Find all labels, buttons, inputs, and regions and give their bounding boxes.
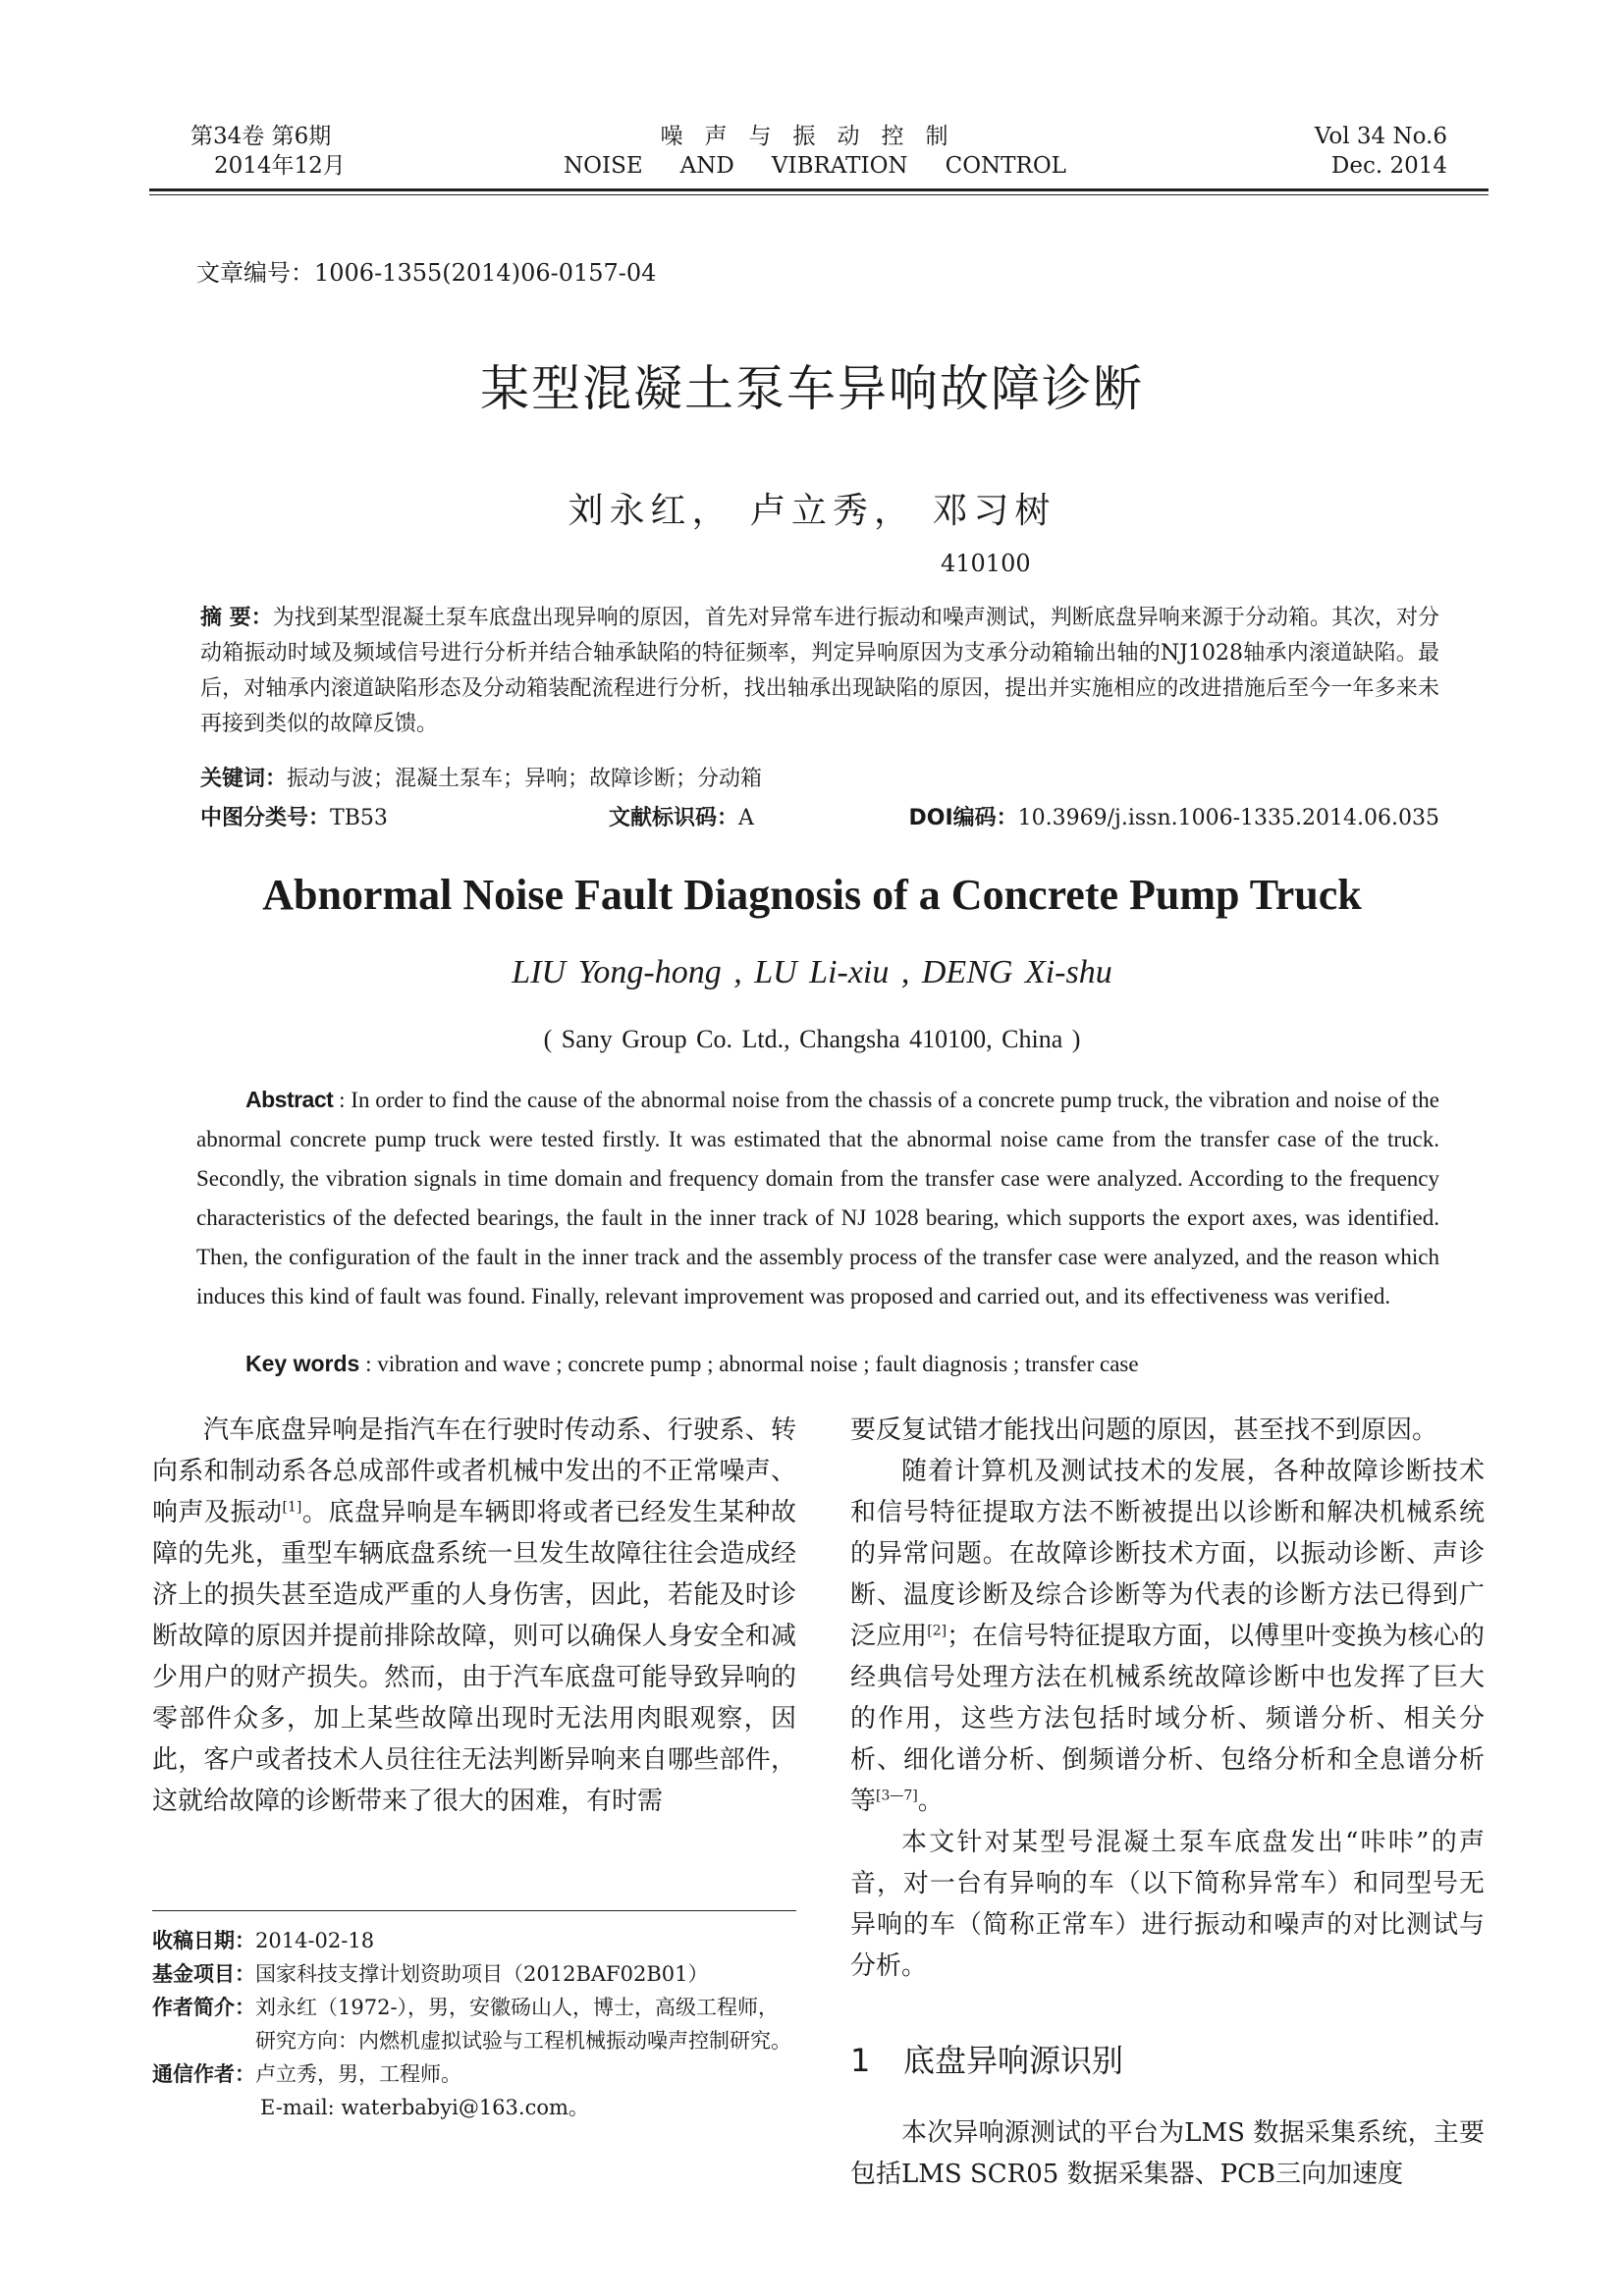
abstract-en-label: Abstract <box>245 1087 334 1112</box>
citation-ref[interactable]: [3—7] <box>876 1788 918 1804</box>
footnote-text: 刘永红（1972-），男，安徽砀山人，博士，高级工程师，研究方向：内燃机虚拟试验与工程机械振动噪声控制研究。 <box>255 1996 791 2053</box>
clc-number <box>200 801 388 831</box>
body-paragraph: 本次异响源测试的平台为LMS 数据采集系统，主要包括LMS SCR05 数据采集器、PCB三向加速度 <box>850 2118 1485 2189</box>
footnote-author-bio <box>152 1991 796 2057</box>
postcode: 410100 <box>941 550 1031 577</box>
abstract-cn <box>200 601 1439 742</box>
keywords-cn <box>200 762 762 792</box>
document-code <box>609 801 754 831</box>
footnote-label: 收稿日期： <box>152 1929 255 1952</box>
paper-title-cn: 某型混凝土泵车异响故障诊断 <box>480 360 1144 417</box>
footnote-funding <box>152 1957 796 1991</box>
section-heading <box>850 2036 1123 2081</box>
journal-name-en-word: AND <box>679 153 734 179</box>
clc-label: 中图分类号： <box>200 806 331 830</box>
body-text: 汽车底盘异响是指汽车在行驶时传动系、行驶系、转向系和制动系各总成部件或者机械中发出的不正常噪声、响声及振动 <box>152 1415 796 1527</box>
body-text: ；在信号特征提取方面，以傅里叶变换为核心的经典信号处理方法在机械系统故障诊断中也发挥了巨大的作用，这些方法包括时域分析、频谱分析、相关分析、细化谱分析、倒频谱分析、包络分析和全息谱分析等 <box>850 1622 1485 1816</box>
authors-en: LIU Yong-hong , LU Li-xiu , DENG Xi-shu <box>512 954 1112 990</box>
clc-value: TB53 <box>330 806 388 830</box>
header-rule-thin <box>149 194 1489 195</box>
journal-name-en-word: CONTROL <box>945 153 1066 179</box>
section-number: 1 <box>850 2042 871 2079</box>
body-text: 。底盘异响是车辆即将或者已经发生某种故障的先兆，重型车辆底盘系统一旦发生故障往往会造成经济上的损失甚至造成严重的人身伤害，因此，若能及时诊断故障的原因并提前排除故障，则可以确保人身安全和减少用户的财产损失。然而，由于汽车底盘可能导致异响的零部件众多，加上某些故障出现时无法用肉眼观察，因此，客户或者技术人员往往无法判断异响来自哪些部件，这就给故障的诊断带来了很大的困难，有时需 <box>152 1498 796 1816</box>
doi-label: DOI编码： <box>908 806 1018 830</box>
footnote-label: 通信作者： <box>152 2062 255 2086</box>
body-text: 。 <box>917 1787 944 1816</box>
footnote-corresponding <box>152 2057 796 2091</box>
body-column-left <box>152 1410 796 1822</box>
journal-name-en-word: NOISE <box>564 153 643 179</box>
keywords-en-text: : vibration and wave ; concrete pump ; abnormal noise ; fault diagnosis ; transfer case <box>359 1352 1139 1376</box>
authors-cn: 刘永红， 卢立秀， 邓习树 <box>568 491 1056 531</box>
journal-volume-info-en <box>1315 122 1447 181</box>
keywords-cn-label: 关键词： <box>200 767 288 791</box>
doi <box>909 801 1440 831</box>
footnote-text: 国家科技支撑计划资助项目（2012BAF02B01） <box>255 1962 709 1986</box>
footnote-text: 2014-02-18 <box>255 1929 375 1952</box>
email-link[interactable]: E-mail: waterbabyi@163.com。 <box>260 2096 589 2119</box>
keywords-en-label: Key words <box>245 1351 360 1376</box>
document-code-value: A <box>738 806 754 830</box>
doi-value: 10.3969/j.issn.1006-1335.2014.06.035 <box>1017 806 1439 830</box>
body-paragraph <box>850 1451 1485 1822</box>
footnote-rule <box>152 1910 796 1911</box>
issue-date-en: Dec. 2014 <box>1330 153 1447 179</box>
journal-name-en <box>550 151 1080 181</box>
abstract-en-text: : In order to find the cause of the abnormal noise from the chassis of a concrete pump truck, the vibration and noise of the abnormal concrete pump truck were tested firstly. It was estimated that the abnormal noise came from the transfer case of the truck. Secondly, the vibration signals in time domain and frequency domain from the transfer case were analyzed. According to the frequency characteristics of the defected bearings, the fault in the inner track of NJ 1028 bearing, which supports the export axes, was identified. Then, the configuration of the fault in the inner track and the assembly process of the transfer case were analyzed, and the reason which induces this kind of fault was found. Finally, relevant improvement was proposed and carried out, and its effectiveness was verified. <box>196 1088 1439 1308</box>
footnote-text: 卢立秀，男，工程师。 <box>255 2062 461 2086</box>
volume-issue: 第34卷 第6期 <box>190 124 332 149</box>
header-rule <box>149 188 1489 191</box>
citation-ref[interactable]: [2] <box>927 1623 947 1639</box>
footnote-received <box>152 1924 796 1957</box>
keywords-cn-text: 振动与波；混凝土泵车；异响；故障诊断；分动箱 <box>287 767 763 791</box>
article-number: 文章编号：1006-1355(2014)06-0157-04 <box>196 259 657 287</box>
body-text: 随着计算机及测试技术的发展，各种故障诊断技术和信号特征提取方法不断被提出以诊断和解决机械系统的异常问题。在故障诊断技术方面，以振动诊断、声诊断、温度诊断及综合诊断等为代表的诊断方法已得到广泛应用 <box>850 1457 1485 1651</box>
journal-volume-info <box>190 122 346 181</box>
footnote-label: 基金项目： <box>152 1962 255 1986</box>
footnote-email <box>152 2091 796 2124</box>
body-column-right <box>850 1410 1485 1987</box>
issue-date-cn: 2014年12月 <box>214 153 346 179</box>
citation-ref[interactable]: [1] <box>282 1499 302 1516</box>
affiliation-en: ( Sany Group Co. Ltd., Changsha 410100, China ) <box>543 1025 1081 1053</box>
journal-name-en-word: VIBRATION <box>771 153 908 179</box>
keywords-en <box>245 1351 1139 1377</box>
section-title-text: 底盘异响源识别 <box>903 2042 1124 2079</box>
footnotes <box>152 1924 796 2124</box>
journal-name <box>550 122 1080 181</box>
abstract-cn-text: 为找到某型混凝土泵车底盘出现异响的原因，首先对异常车进行振动和噪声测试，判断底盘异响来源于分动箱。其次，对分动箱振动时域及频域信号进行分析并结合轴承缺陷的特征频率，判定异响原因为支承分动箱输出轴的NJ1028轴承内滚道缺陷。最后，对轴承内滚道缺陷形态及分动箱装配流程进行分析，找出轴承出现缺陷的原因，提出并实施相应的改进措施后至今一年多来未再接到类似的故障反馈。 <box>200 606 1439 736</box>
body-paragraph: 要反复试错才能找出问题的原因，甚至找不到原因。 <box>850 1415 1438 1445</box>
abstract-en <box>196 1080 1439 1316</box>
volume-issue-en: Vol 34 No.6 <box>1314 124 1447 149</box>
footnote-label: 作者简介： <box>152 1996 255 2019</box>
section-body <box>850 2112 1485 2195</box>
document-code-label: 文献标识码： <box>609 806 739 830</box>
abstract-cn-label: 摘 要： <box>200 606 273 630</box>
paper-title-en: Abnormal Noise Fault Diagnosis of a Concrete Pump Truck <box>262 871 1362 919</box>
body-paragraph <box>152 1410 796 1822</box>
body-paragraph: 本文针对某型号混凝土泵车底盘发出“咔咔”的声音，对一台有异响的车（以下简称异常车）和同型号无异响的车（简称正常车）进行振动和噪声的对比测试与分析。 <box>850 1828 1485 1981</box>
journal-name-cn: 噪声与振动控制 <box>660 124 970 149</box>
